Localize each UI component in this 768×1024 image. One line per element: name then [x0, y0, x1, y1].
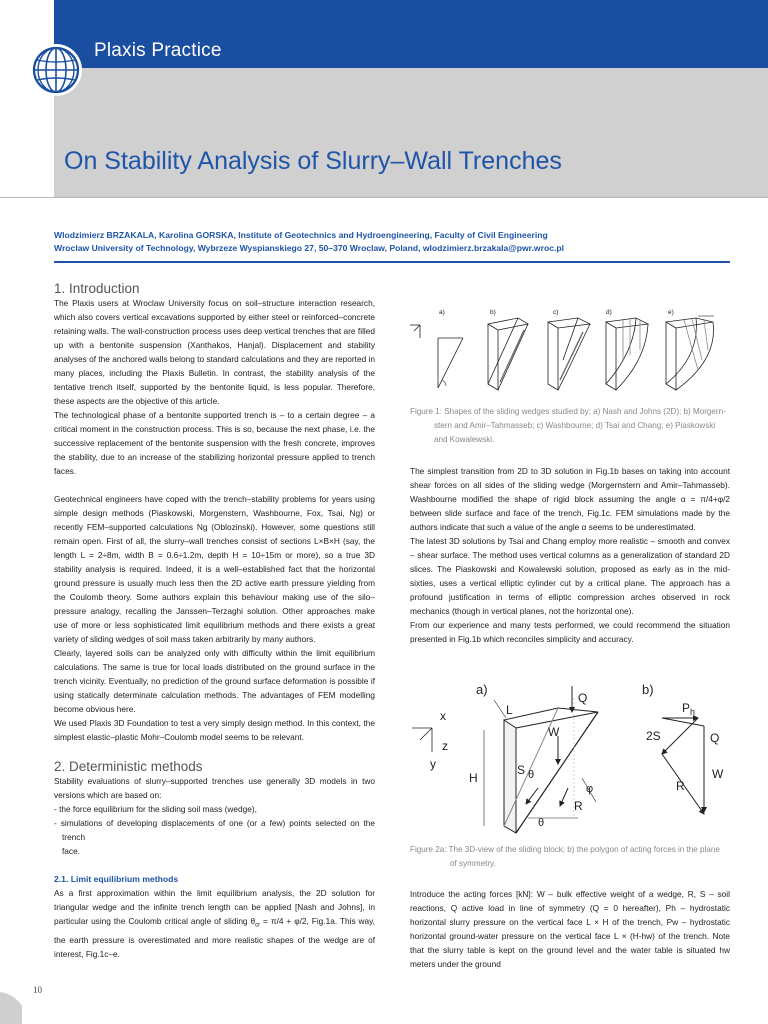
svg-text:y: y	[430, 757, 436, 771]
figure-1-wedges	[408, 300, 730, 400]
svg-text:θ: θ	[538, 817, 545, 829]
paragraph: The Plaxis users at Wroclaw University focus on soil–structure interaction research, which also covers vertical excavations supported by either steel or reinforced–concrete retaining walls. The wall-construction process uses deep vertical trenches that are filled up with a bentonite suspension (Xanthakos, Hanjal). Displacement and stability analyses of the anchored walls belong to standard calculations and they are reported in many places, including the Plaxis Bulletin. In contrast, the stability analysis of the tentative trench itself, supported by the bentonite liquid, is less popular. Therefore, these aspects are the objective of this article.	[54, 298, 375, 406]
paragraph: As a first approximation within the limit equilibrium analysis, the 2D solution for triangular wedge and the infinite trench length can be applied [Nash and Johns], in particular using the Coulomb critical angle of sliding $\theta_{cr} = \pi/4 + \varphi/2$, Fig.1a. This way, the earth pressure is overestimated and more realistic shapes of the wedge are of interest, Fig.1c–e.	[54, 888, 375, 959]
svg-text:R: R	[676, 779, 685, 793]
paragraph: The simplest transition from 2D to 3D solution in Fig.1b bases on taking into account shear forces on all sides of the sliding wedge (Morgernstern and Amir–Tahmasseb). Washbourne modified the shape of rigid block assuming the angle α = π/4+φ/2 between slide surface and face of the trench, Fig.1c. FEM simulations made by the authors indicate that such a value of the angle α seems to be underestimated.	[410, 466, 730, 532]
header-rule	[54, 261, 730, 263]
affiliation-line: Wroclaw University of Technology, Wybrzeze Wyspianskiego 27, 50–370 Wroclaw, Poland, wlodzimierz.brzakala@pwr.wroc.pl	[54, 243, 564, 253]
wedge-d	[606, 318, 648, 390]
svg-text:W: W	[548, 725, 560, 739]
svg-text:Q: Q	[578, 691, 588, 705]
svg-text:x: x	[440, 709, 446, 723]
figure-2-caption: Figure 2a: The 3D-view of the sliding block; b) the polygon of acting forces in the plane of symmetry.	[410, 845, 720, 868]
wedge-a	[438, 338, 463, 388]
bullet-item: - simulations of developing displacements of one (or a few) points selected on the trench	[54, 818, 375, 842]
wedge-c	[548, 318, 590, 390]
svg-text:W: W	[712, 767, 724, 781]
paragraph: Introduce the acting forces [kN]: W – bulk effective weight of a wedge, R, S – soil reactions, Q active load in line of symmetry (Q = 0 hereafter), Ph – hydrostatic horizontal slurry pressure on the vertical face L × H of the trench, Pw – hydrostatic horizontal ground-water pressure on the vertical face L × (H-hw) of the trench. Note that the slurry table is kept on the ground level and the water table is situated hw meters under the ground	[410, 889, 730, 969]
axes-glyph	[410, 325, 420, 338]
section-heading-deterministic: 2. Deterministic methods	[54, 759, 203, 774]
bullet-item: - the force equilibrium for the sliding soil mass (wedge),	[54, 804, 257, 814]
paragraph: Stability evaluations of slurry–supported trenches use generally 3D models in two versions which are based on:	[54, 776, 375, 800]
section-heading-introduction: 1. Introduction	[54, 281, 140, 296]
figure-label: e)	[668, 309, 674, 316]
svg-text:Ph: $P_h$	[682, 701, 696, 717]
figure-2-sliding-block	[408, 678, 730, 840]
subsection-heading: 2.1. Limit equilibrium methods	[54, 874, 179, 884]
paragraph: Geotechnical engineers have coped with the trench–stability problems for years using simple design methods (Piaskowski, Morgenstern, Washbourne, Fox, Tsai, Ng) or recently FEM–supported calculations Ng (Oblozinski). However, some questions still remain open. First of all, the slurry–wall trenches consist of sections L×B×H (say, the length L = 2÷8m, width B = 0.6÷1.2m, depth H = 10÷15m or more), so a true 3D stability analysis is required. Indeed, it is a well–established fact that the horizontal ground pressure is usually much less then the 2D active earth pressure yielding from the Coulomb theory. Some authors explain this behaviour making use of the silo–pressure analogy, recalling the Janssen–Terzaghi solution. Other approaches make use of more or less sophisticated limit equilibrium methods and there exists a great variety of sliding wedges of soil mass taken arbitrarily by many authors.	[54, 494, 375, 644]
paragraph: We used Plaxis 3D Foundation to test a very simply design method. In this context, the simplest elastic–plastic Mohr–Coulomb model seems to be relevant.	[54, 718, 375, 742]
section-label: Plaxis Practice	[94, 40, 222, 61]
paragraph: Clearly, layered soils can be analyzed only with difficulty within the limit equilibrium calculations. The same is true for local loads distributed on the ground surface in the trench vicinity. Eventually, no prediction of the ground surface deformation is possible if using statically determinate calculation methods. The advantages of FEM modelling become obvious here.	[54, 648, 375, 714]
wedge-e	[666, 316, 714, 390]
left-column	[54, 282, 375, 961]
svg-text:H: H	[469, 771, 478, 785]
svg-text:2S: 2S	[646, 729, 661, 743]
svg-text:R: R	[574, 799, 583, 813]
page-corner-tab	[0, 984, 54, 1024]
svg-text:S: S	[517, 763, 526, 777]
force-polygon	[662, 718, 704, 814]
bullet-item-continuation: face.	[62, 846, 80, 856]
right-column	[410, 464, 730, 646]
figure-label: b)	[490, 309, 496, 316]
paragraph: The latest 3D solutions by Tsai and Chang employ more realistic – smooth and convex – shear surface. The method uses vertical columns as a generalization of standard 2D slices. The Piaskowski and Kowalewski solution, proposed as early as in the mid-sixties, uses a vertical elliptic cylinder cut by a critical plane. The approach has a profound justification in terms of elliptic compression arches observed in rock mechanics (though in vertical planes, not the horizontal one).	[410, 536, 730, 616]
svg-text:φ: φ	[586, 783, 594, 795]
figure-label: a)	[476, 682, 488, 697]
title-band	[54, 68, 768, 198]
title-band-underline	[0, 197, 768, 198]
wedge-b	[488, 318, 528, 390]
paragraph: The technological phase of a bentonite supported trench is – to a certain degree – a critical moment in the construction process. This is so, because the next phase, i.e. the successive replacement of the bentonite suspension with the fresh concrete, improves the stability, due to an increase of the stabilizing horizontal pressure applied to trench faces.	[54, 410, 375, 476]
figure-1-caption: Figure 1: Shapes of the sliding wedges studied by: a) Nash and Johns (2D); b) Morgern- stern and Amir–Tahmasseb; c) Washbourne; d) Tsai and Chang; e) Piaskowski and Kowalewski.	[410, 407, 726, 444]
authors-block	[54, 229, 734, 255]
figure-label: c)	[553, 309, 559, 316]
authors-line: Wlodzimierz BRZAKALA, Karolina GORSKA, Institute of Geotechnics and Hydroengineering, Faculty of Civil Engineering	[54, 230, 548, 240]
page-number: 10	[33, 985, 42, 995]
svg-text:Q: Q	[710, 731, 720, 745]
svg-text:L: L	[506, 703, 513, 717]
article-title: On Stability Analysis of Slurry–Wall Trenches	[64, 147, 562, 175]
svg-text:z: z	[442, 739, 448, 753]
svg-text:θ: θ	[528, 769, 535, 781]
coordinate-axes	[412, 728, 432, 752]
right-column-bottom	[410, 887, 730, 971]
paragraph: From our experience and many tests performed, we could recommend the situation presented in Fig.1b which reconciles simplicity and accuracy.	[410, 620, 730, 644]
figure-label: d)	[606, 309, 612, 316]
figure-label: b)	[642, 682, 654, 697]
globe-icon	[28, 42, 84, 98]
figure-label: a)	[439, 309, 445, 316]
